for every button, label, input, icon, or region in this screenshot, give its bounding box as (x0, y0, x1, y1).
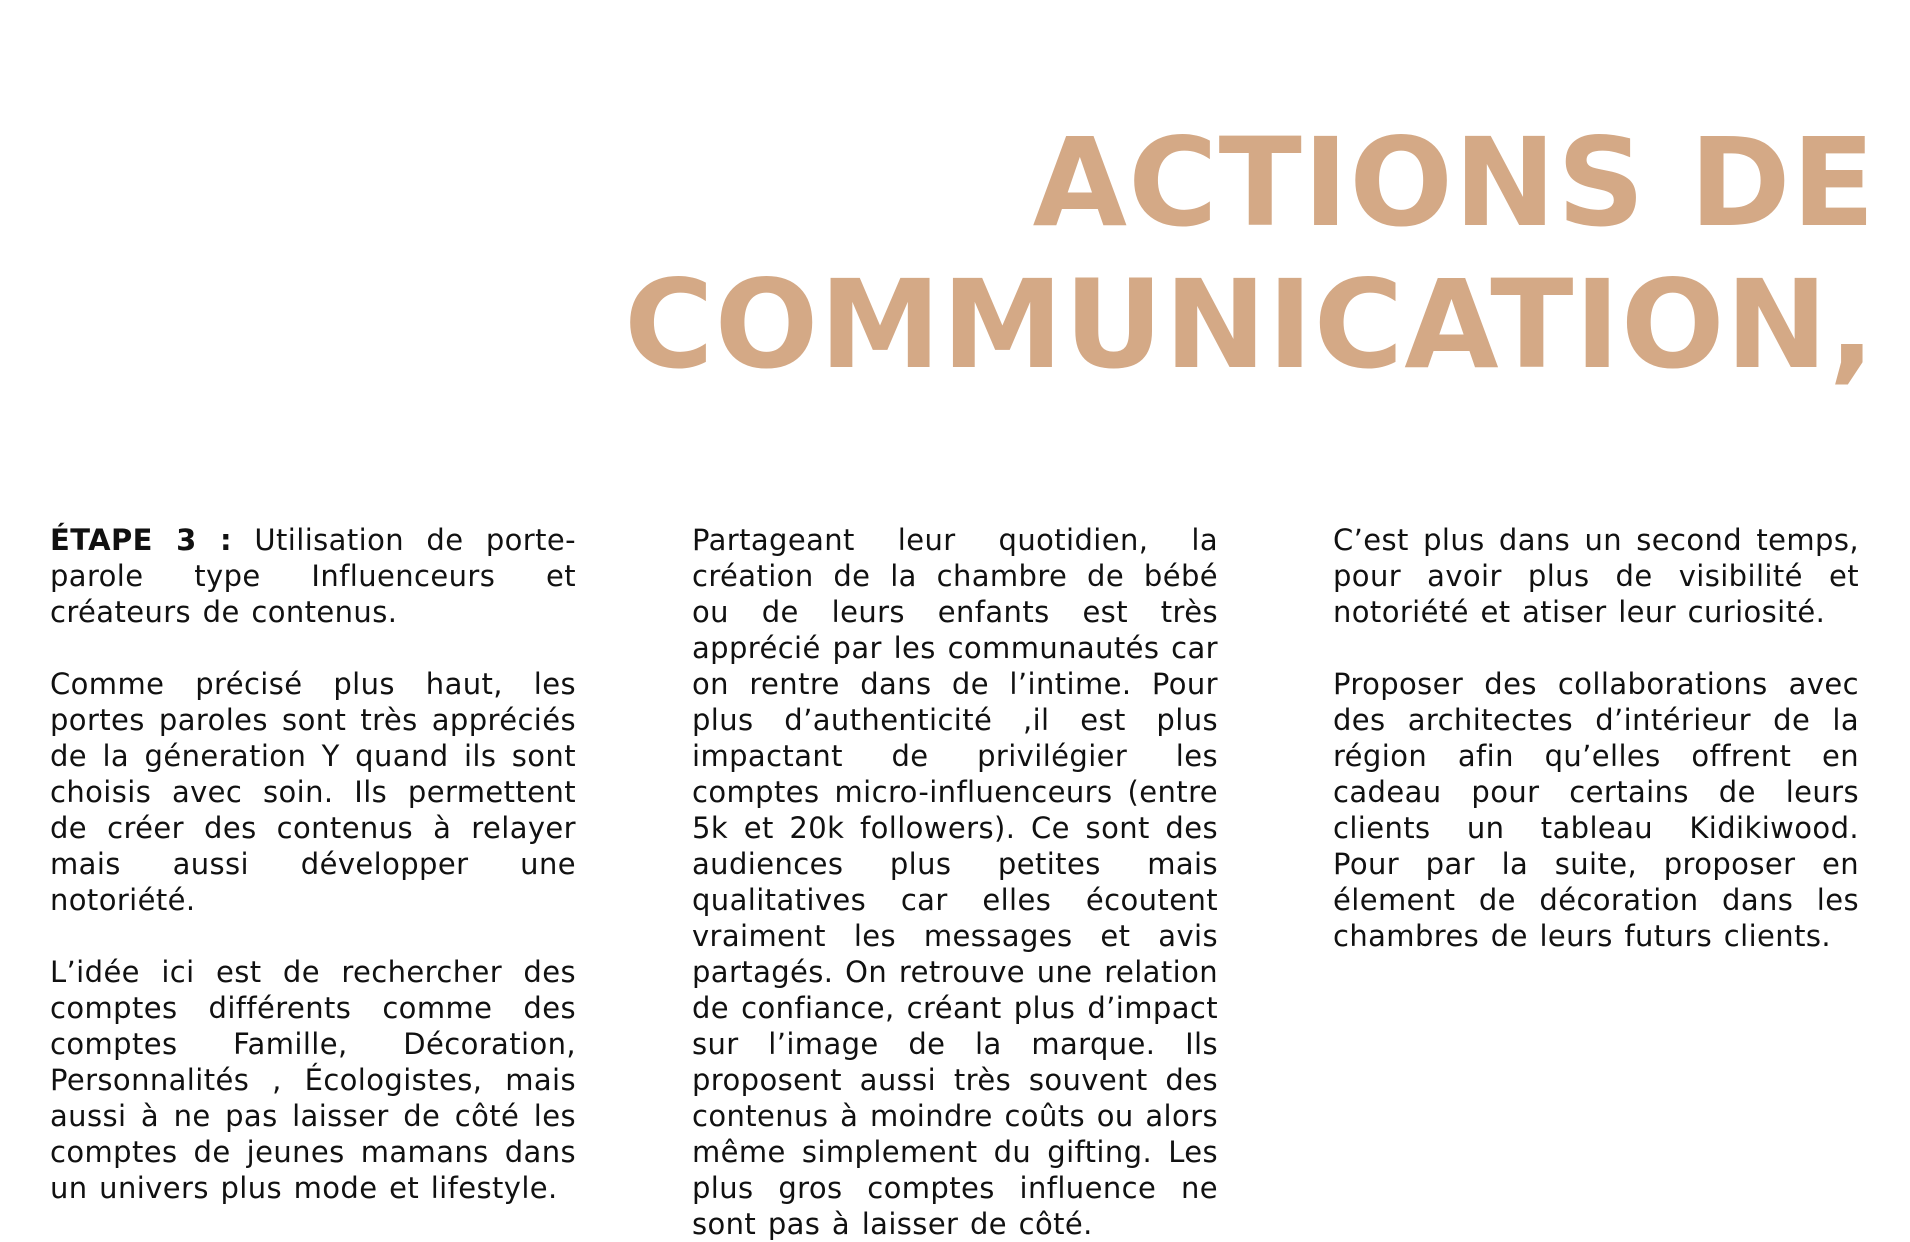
step-label: ÉTAPE 3 : (50, 523, 232, 557)
page-title (624, 112, 1876, 396)
paragraph: Comme précisé plus haut, les portes paroles sont très appréciés de la géneration Y quand ils sont choisis avec soin. Ils permettent de créer des contenus à relayer mais aussi développer une notoriété. (50, 667, 576, 917)
paragraph: C’est plus dans un second temps, pour avoir plus de visibilité et notoriété et atiser leur curiosité. (1333, 523, 1859, 629)
paragraph: Proposer des collaborations avec des architectes d’intérieur de la région afin qu’elles offrent en cadeau pour certains de leurs clients un tableau Kidikiwood. Pour par la suite, proposer en élement de décoration dans les chambres de leurs futurs clients. (1333, 667, 1859, 953)
title-line-1: ACTIONS DE (1032, 112, 1876, 254)
text-column-3 (1333, 522, 1859, 954)
text-column-2 (692, 522, 1218, 1242)
title-line-2: COMMUNICATION, (624, 254, 1876, 396)
paragraph-step (50, 522, 576, 630)
step-text: Utilisation de porte-parole type Influenceurs et créateurs de contenus. (50, 523, 576, 629)
text-column-1 (50, 522, 576, 1206)
paragraph: Partageant leur quotidien, la création de la chambre de bébé ou de leurs enfants est très apprécié par les communautés car on rentre dans de l’intime. Pour plus d’authenticité ,il est plus impactant de privilégier les comptes micro-influenceurs (entre 5k et 20k followers). Ce sont des audiences plus petites mais qualitatives car elles écoutent vraiment les messages et avis partagés. On retrouve une relation de confiance, créant plus d’impact sur l’image de la marque. Ils proposent aussi très souvent des contenus à moindre coûts ou alors même simplement du gifting. Les plus gros comptes influence ne sont pas à laisser de côté. (692, 523, 1218, 1241)
paragraph: L’idée ici est de rechercher des comptes différents comme des comptes Famille, Décoration, Personnalités , Écologistes, mais aussi à ne pas laisser de côté les comptes de jeunes mamans dans un univers plus mode et lifestyle. (50, 955, 576, 1205)
